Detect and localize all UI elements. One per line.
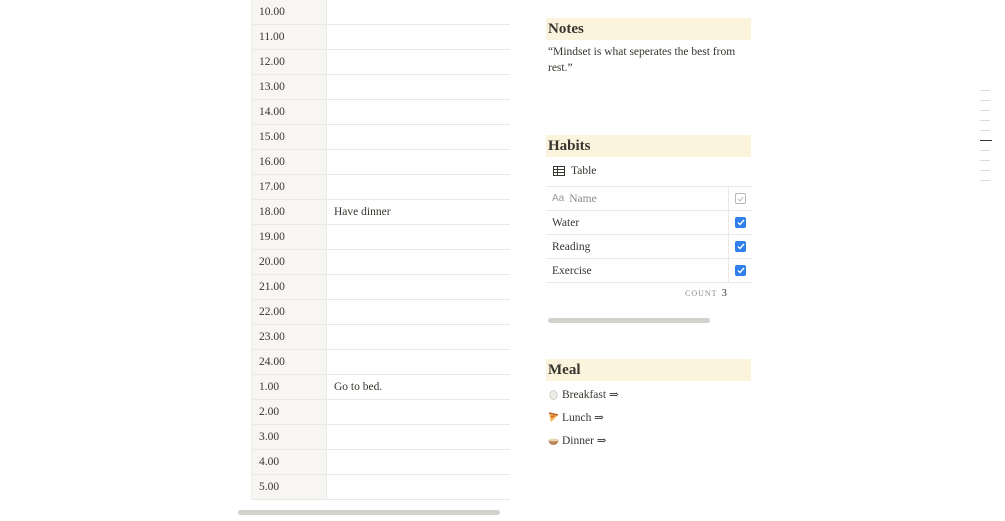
time-cell[interactable]: 18.00	[252, 200, 327, 224]
check-icon	[737, 267, 745, 274]
meal-dinner-link[interactable]	[548, 433, 606, 447]
habit-name[interactable]: Reading	[552, 240, 591, 253]
schedule-table	[251, 0, 510, 500]
outline-tick-active[interactable]	[980, 140, 992, 141]
habit-check-cell	[728, 259, 752, 282]
table-row[interactable]	[252, 225, 510, 250]
meal-breakfast-link[interactable]	[548, 387, 619, 401]
time-cell[interactable]: 22.00	[252, 300, 327, 324]
table-row[interactable]	[252, 25, 510, 50]
time-cell[interactable]: 20.00	[252, 250, 327, 274]
habit-name[interactable]: Water	[552, 216, 580, 229]
meal-label: Breakfast ⇒	[562, 389, 619, 401]
habit-check-cell	[728, 235, 752, 258]
table-row[interactable]	[252, 200, 510, 225]
notes-quote[interactable]: “Mindset is what seperates the best from rest.”	[548, 46, 736, 74]
habits-horizontal-scrollbar[interactable]	[548, 318, 710, 323]
table-row[interactable]	[252, 375, 510, 400]
task-cell[interactable]: Go to bed.	[334, 381, 383, 393]
task-cell[interactable]	[327, 75, 510, 99]
time-cell[interactable]: 3.00	[252, 425, 327, 449]
task-cell[interactable]	[327, 125, 510, 149]
habit-name[interactable]: Exercise	[552, 264, 592, 277]
check-icon	[737, 219, 745, 226]
habits-table	[546, 186, 752, 283]
count-value: 3	[721, 288, 727, 299]
time-cell[interactable]: 4.00	[252, 450, 327, 474]
outline-tick[interactable]	[980, 120, 990, 121]
notes-heading: Notes	[546, 18, 751, 40]
habit-checkbox[interactable]	[735, 265, 746, 276]
count-label: COUNT	[685, 289, 718, 298]
meal-heading: Meal	[546, 359, 751, 381]
table-row[interactable]	[252, 475, 510, 500]
habits-header-row	[546, 187, 752, 211]
time-cell[interactable]: 1.00	[252, 375, 327, 399]
habits-heading: Habits	[546, 135, 751, 157]
table-row[interactable]	[252, 75, 510, 100]
task-cell[interactable]	[327, 0, 510, 24]
outline-tick[interactable]	[980, 180, 990, 181]
task-cell[interactable]	[327, 275, 510, 299]
task-cell[interactable]	[327, 325, 510, 349]
meal-lunch-link[interactable]	[548, 410, 604, 424]
habit-check-cell	[728, 211, 752, 234]
outline-tick[interactable]	[980, 150, 990, 151]
checkbox-column-header[interactable]	[728, 187, 752, 210]
time-cell[interactable]: 21.00	[252, 275, 327, 299]
task-cell[interactable]	[327, 150, 510, 174]
table-row[interactable]	[252, 150, 510, 175]
bowl-icon	[548, 435, 559, 446]
time-cell[interactable]: 2.00	[252, 400, 327, 424]
egg-icon	[548, 389, 559, 400]
task-cell[interactable]	[327, 425, 510, 449]
time-cell[interactable]: 12.00	[252, 50, 327, 74]
name-column-label: Name	[569, 192, 597, 205]
outline-tick[interactable]	[980, 160, 990, 161]
table-row[interactable]	[252, 350, 510, 375]
task-cell[interactable]	[327, 25, 510, 49]
check-icon	[737, 243, 745, 250]
task-cell[interactable]	[327, 475, 510, 499]
time-cell[interactable]: 16.00	[252, 150, 327, 174]
table-view-tab[interactable]	[553, 165, 596, 177]
pizza-icon	[548, 412, 559, 423]
time-cell[interactable]: 14.00	[252, 100, 327, 124]
name-column-header[interactable]	[546, 193, 728, 205]
table-row[interactable]	[252, 125, 510, 150]
task-cell[interactable]	[327, 175, 510, 199]
task-cell[interactable]	[327, 350, 510, 374]
count-summary[interactable]	[685, 288, 727, 299]
outline-tick[interactable]	[980, 90, 990, 91]
table-row[interactable]	[252, 250, 510, 275]
table-row[interactable]	[252, 50, 510, 75]
outline-tick[interactable]	[980, 100, 990, 101]
page-outline[interactable]	[980, 90, 992, 190]
table-row[interactable]	[546, 259, 752, 283]
time-cell[interactable]: 10.00	[252, 0, 327, 24]
time-cell[interactable]: 13.00	[252, 75, 327, 99]
table-row[interactable]	[252, 0, 510, 25]
table-row[interactable]	[252, 425, 510, 450]
table-row[interactable]	[252, 400, 510, 425]
time-cell[interactable]: 23.00	[252, 325, 327, 349]
table-row[interactable]	[252, 275, 510, 300]
task-cell[interactable]	[327, 250, 510, 274]
schedule-horizontal-scrollbar[interactable]	[238, 510, 500, 515]
task-cell[interactable]	[327, 450, 510, 474]
table-row[interactable]	[252, 175, 510, 200]
table-row[interactable]	[252, 450, 510, 475]
table-icon	[553, 166, 565, 176]
meal-label: Lunch ⇒	[562, 412, 604, 424]
table-row[interactable]	[546, 235, 752, 259]
outline-tick[interactable]	[980, 110, 990, 111]
time-cell[interactable]: 5.00	[252, 475, 327, 499]
habit-checkbox[interactable]	[735, 217, 746, 228]
text-property-icon: Aa	[552, 193, 565, 204]
time-cell[interactable]: 19.00	[252, 225, 327, 249]
task-cell[interactable]: Have dinner	[334, 206, 391, 218]
outline-tick[interactable]	[980, 170, 990, 171]
table-row[interactable]	[546, 211, 752, 235]
task-cell[interactable]	[327, 50, 510, 74]
time-cell[interactable]: 11.00	[252, 25, 327, 49]
habit-checkbox[interactable]	[735, 241, 746, 252]
task-cell[interactable]	[327, 225, 510, 249]
task-cell[interactable]	[327, 300, 510, 324]
checkbox-property-icon	[735, 193, 746, 204]
outline-tick[interactable]	[980, 130, 990, 131]
meal-label: Dinner ⇒	[562, 435, 607, 447]
table-row[interactable]	[252, 300, 510, 325]
task-cell[interactable]	[327, 100, 510, 124]
time-cell[interactable]: 15.00	[252, 125, 327, 149]
time-cell[interactable]: 24.00	[252, 350, 327, 374]
table-view-label: Table	[571, 165, 597, 177]
table-row[interactable]	[252, 325, 510, 350]
time-cell[interactable]: 17.00	[252, 175, 327, 199]
task-cell[interactable]	[327, 400, 510, 424]
table-row[interactable]	[252, 100, 510, 125]
